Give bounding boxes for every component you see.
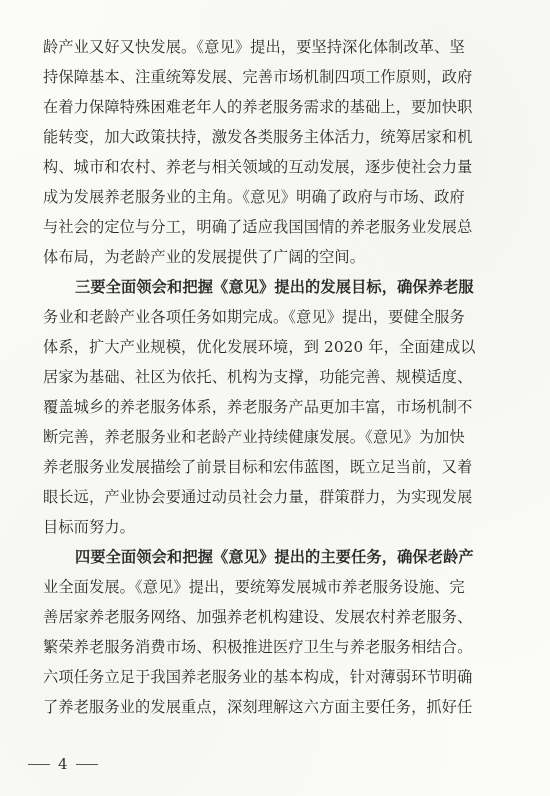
text-line: 断完善，养老服务业和老龄产业持续健康发展。《意见》为加快 <box>43 428 465 446</box>
text-line: 善居家养老服务网络、加强养老机构建设、发展农村养老服务、 <box>43 608 473 626</box>
paragraph-heading: 三要全面领会和把握《意见》提出的发展目标，确保养老服 <box>75 278 474 296</box>
text-line: 目标而努力。 <box>43 518 136 536</box>
text-line: 了养老服务业的发展重点，深刻理解这六方面主要任务，抓好任 <box>43 698 473 716</box>
text-line: 构、城市和农村、养老与相关领域的互动发展，逐步使社会力量 <box>43 158 473 176</box>
text-line: 体系，扩大产业规模，优化发展环境，到 2020 年，全面建成以 <box>43 338 476 356</box>
page-number: 4 <box>58 755 68 773</box>
text-line: 与社会的定位与分工，明确了适应我国国情的养老服务业发展总 <box>43 218 473 236</box>
text-line: 在着力保障特殊困难老年人的养老服务需求的基础上，要加快职 <box>43 98 473 116</box>
text-line: 居家为基础、社区为依托、机构为支撑，功能完善、规模适度、 <box>43 368 473 386</box>
text-line: 业全面发展。《意见》提出，要统筹发展城市养老服务设施、完 <box>43 578 465 596</box>
footer-dash-left <box>28 764 50 765</box>
paragraph-heading: 四要全面领会和把握《意见》提出的主要任务，确保老龄产 <box>75 548 474 566</box>
text-line: 覆盖城乡的养老服务体系，养老服务产品更加丰富，市场机制不 <box>43 398 473 416</box>
text-line: 成为发展养老服务业的主角。《意见》明确了政府与市场、政府 <box>43 188 465 206</box>
text-line: 务业和老龄产业各项任务如期完成。《意见》提出，要健全服务 <box>43 308 465 326</box>
text-line: 龄产业又好又快发展。《意见》提出，要坚持深化体制改革、坚 <box>43 38 465 56</box>
body-text <box>43 32 515 722</box>
text-line: 持保障基本、注重统筹发展、完善市场机制四项工作原则，政府 <box>43 68 473 86</box>
text-line: 繁荣养老服务消费市场、积极推进医疗卫生与养老服务相结合。 <box>43 638 473 656</box>
text-line: 能转变，加大政策扶持，激发各类服务主体活力，统筹居家和机 <box>43 128 473 146</box>
text-line: 体布局，为老龄产业的发展提供了广阔的空间。 <box>43 248 366 266</box>
page-footer <box>28 752 98 776</box>
text-line: 眼长远，产业协会要通过动员社会力量，群策群力，为实现发展 <box>43 488 473 506</box>
text-line: 养老服务业发展描绘了前景目标和宏伟蓝图，既立足当前，又着 <box>43 458 473 476</box>
footer-dash-right <box>76 764 98 765</box>
text-line: 六项任务立足于我国养老服务业的基本构成，针对薄弱环节明确 <box>43 668 473 686</box>
